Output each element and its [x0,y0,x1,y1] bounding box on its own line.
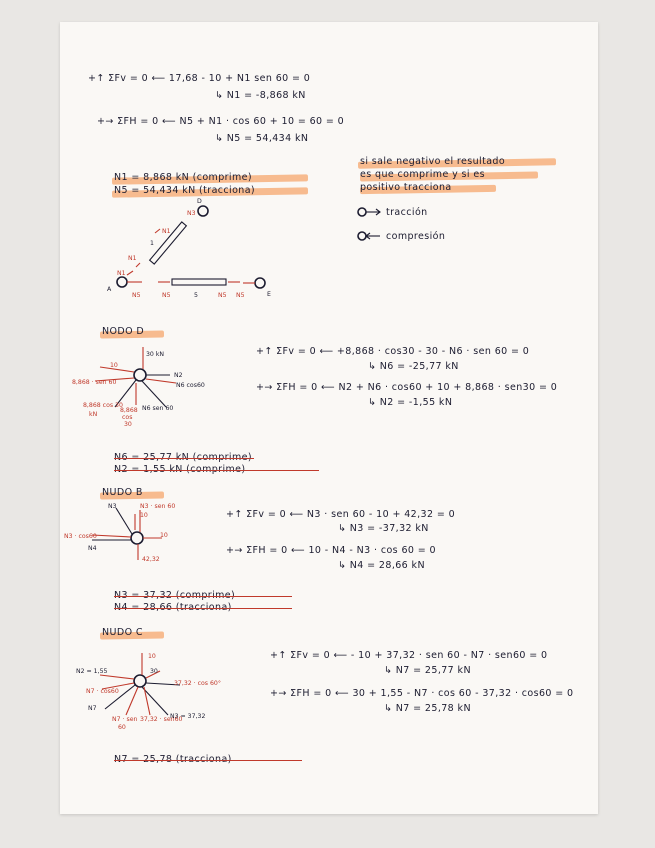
n3-c-member [142,687,168,715]
equation-sum-fv-1: +↑ ΣFv = 0 ⟵ 17,68 - 10 + N1 sen 60 = 0 [88,73,311,84]
label-n1-a: N1 [117,270,126,277]
nudo-b-result-n3: ↳ N3 = -37,32 kN [338,523,429,534]
summary-n1: N1 = 8,868 kN (comprime) [114,172,252,183]
section-title-nudo-b: NUDO B [102,487,143,498]
legend-compresion-node [358,232,366,240]
nudo-c-label-10: 10 [148,653,156,660]
n2-c-arrow [100,675,134,679]
note-line-3: positivo tracciona [360,182,452,193]
nudo-b-node [131,532,143,544]
label-member-1: 1 [150,240,154,247]
nodo-d-node [134,369,146,381]
label-a: A [107,286,112,293]
strike-n2 [114,470,319,471]
node-e [255,278,265,288]
strike-n7 [114,760,302,761]
n6-member [142,381,166,407]
nudo-b-equation-fh: +→ ΣFH = 0 ⟵ 10 - N4 - N3 · cos 60 = 0 [226,545,436,556]
label-n5-right: N5 [218,292,227,299]
nudo-c-label-n7cos: N7 · cos60 [86,688,119,695]
note-line-1: si sale negativo el resultado [360,156,506,167]
nudo-c-equation-fv: +↑ ΣFv = 0 ⟵ - 10 + 37,32 · sen 60 - N7 · sen60 = 0 [270,650,548,661]
nodo-d-label-8868: 8,868 [120,407,138,414]
nudo-c-result-n7-fv: ↳ N7 = 25,77 kN [384,665,471,676]
section-title-nudo-c: NUDO C [102,627,143,638]
nudo-c-label-n2: N2 = 1,55 [76,668,108,675]
n1-arrow-a [127,271,133,275]
legend-compresion-label: compresión [386,231,446,242]
nudo-c-label-n3cos: 37,32 · cos 60° [174,680,221,687]
n3-member [116,508,132,534]
nudo-c-label-n3: N3 = 37,32 [170,713,206,720]
nudo-c-label-n7sen: N7 · sen [112,716,138,723]
member-1-arrow-top [155,229,160,233]
nodo-d-label-n1cos: 8,868 cos 30 [83,402,123,409]
nudo-c-label-30: 30 [150,668,158,675]
strike-n4 [114,608,292,609]
strike-n3 [114,596,292,597]
nudo-c-label-n3sen: 37,32 · sen60 [140,716,183,723]
nudo-c-node [134,675,146,687]
nudo-b-label-n3: N3 [108,503,117,510]
nudo-b-label-42: 42,32 [142,556,160,563]
nudo-b-equation-fv: +↑ ΣFv = 0 ⟵ N3 · sen 60 - 10 + 42,32 = 0 [226,509,456,520]
result-n1: ↳ N1 = -8,868 kN [215,90,306,101]
nodo-d-result-n6: ↳ N6 = -25,77 kN [368,361,459,372]
nodo-d-label-10: 10 [110,362,118,369]
n6cos-arrow [146,379,176,383]
label-d: D [197,198,202,205]
nudo-b-label-n4: N4 [88,545,97,552]
nudo-b-label-n3cos: N3 · cos60 [64,533,97,540]
strike-n6 [114,458,254,459]
nudo-b-result-n4: ↳ N4 = 28,66 kN [338,560,425,571]
nudo-c-equation-fh: +→ ΣFH = 0 ⟵ 30 + 1,55 - N7 · cos 60 - 37,32 · cos60 = 0 [270,688,574,699]
label-member-5: 5 [194,292,198,299]
nudo-c-label-60: 60 [118,724,126,731]
section-title-nodo-d: NODO D [102,326,145,337]
nudo-b-free-body-diagram [80,500,200,570]
label-n5-mid: N5 [162,292,171,299]
nodo-d-label-n2: N2 [174,372,183,379]
label-n1-up: N1 [162,228,171,235]
nudo-c-label-n7: N7 [88,705,97,712]
label-n3-top: N3 [187,210,196,217]
nodo-d-label-n1sen: 8,868 · sen 60 [72,379,117,386]
label-e: E [267,291,271,298]
n3cos-arrow [92,535,131,537]
equation-sum-fh-1: +→ ΣFH = 0 ⟵ N5 + N1 · cos 60 + 10 = 60 = 0 [97,116,345,127]
node-a [117,277,127,287]
nudo-c-result-n7-fh: ↳ N7 = 25,78 kN [384,703,471,714]
note-line-2: es que comprime y si es [360,169,485,180]
nodo-d-label-n6cos: N6 cos60 [176,382,205,389]
nodo-d-label-kn: kN [89,411,98,418]
nodo-d-label-angle: 30 [124,421,132,428]
result-n5: ↳ N5 = 54,434 kN [215,133,309,144]
member-5 [172,279,226,285]
nodo-d-label-cos: cos [122,414,133,421]
label-n5-left: N5 [132,292,141,299]
legend-traccion-label: tracción [386,207,428,218]
legend-traccion-node [358,208,366,216]
nudo-b-label-n3sen: N3 · sen 60 [140,503,176,510]
nodo-d-label-30kn: 30 kN [146,351,165,358]
nodo-d-result-n2: ↳ N2 = -1,55 kN [368,397,453,408]
member-1-arrow-bottom [136,263,140,267]
nodo-d-label-n6sen: N6 sen 60 [142,405,174,412]
node-d [198,206,208,216]
n3sen-c-arrow [144,687,150,715]
summary-n5: N5 = 54,434 kN (tracciona) [114,185,256,196]
nudo-b-label-10-top: 10 [140,512,148,519]
nodo-d-equation-fv: +↑ ΣFv = 0 ⟵ +8,868 · cos30 - 30 - N6 · sen 60 = 0 [256,346,530,357]
nodo-d-equation-fh: +→ ΣFH = 0 ⟵ N2 + N6 · cos60 + 10 + 8,868 · sen30 = 0 [256,382,558,393]
nudo-b-label-10-right: 10 [160,532,168,539]
label-n1-down: N1 [128,255,137,262]
label-n5-e: N5 [236,292,245,299]
